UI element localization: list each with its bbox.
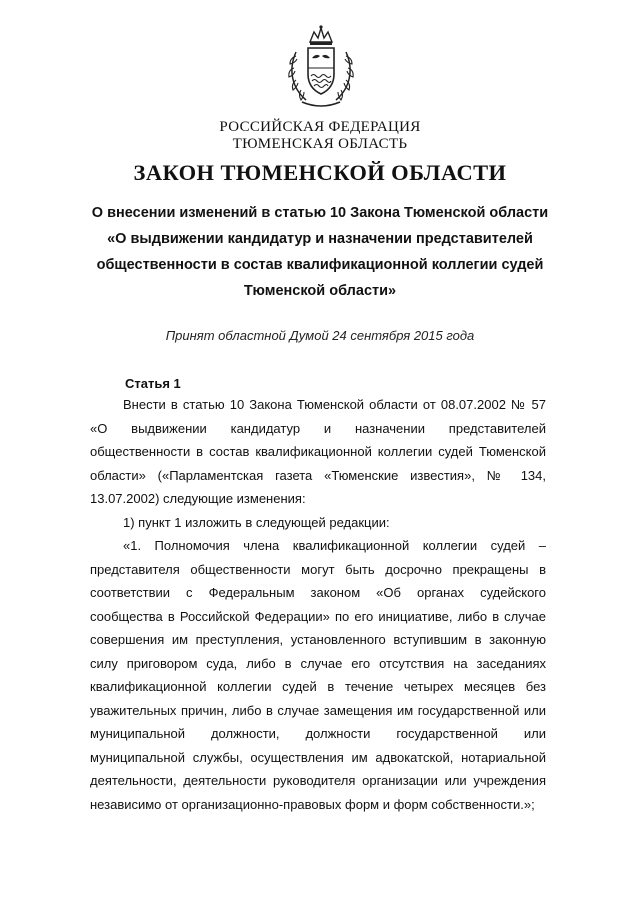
law-subject-line-4: Тюменской области» [243,283,397,299]
article-body [90,393,546,816]
article-item-1: 1) пункт 1 изложить в следующей редакции: [123,514,390,530]
law-subject-line-1: О внесении изменений в статью 10 Закона Тюменской области [91,205,549,221]
tyumen-coat-of-arms-icon [284,22,358,112]
article-heading: Статья 1 [125,376,181,391]
article-intro-paragraph: Внести в статью 10 Закона Тюменской области от 08.07.2002 № 57 «О выдвижении кандидатур и назначении представителей общественности в состав квалификационной коллегии судей Тюменской области» («Парламентская газета «Тюменские известия», № 134, 13.07.2002) следующие изменения: [90,397,546,506]
adoption-note: Принят областной Думой 24 сентября 2015 года [165,328,475,343]
law-subject-line-3: общественности в состав квалификационной коллегии судей [96,257,544,273]
country-name: РОССИЙСКАЯ ФЕДЕРАЦИЯ [219,119,421,135]
law-subject-line-2: «О выдвижении кандидатур и назначении представителей [107,231,533,247]
region-name: ТЮМЕНСКАЯ ОБЛАСТЬ [232,136,408,152]
article-quoted-text: «1. Полномочия члена квалификационной коллегии судей – представителя общественности могут быть досрочно прекращены в соответствии с Федеральным законом «Об органах судейского сообщества в Российской Федерации» по его инициативе, либо в случае совершения им преступления, установленного вступившим в законную силу приговором суда, либо в случае его отсутствия на заседаниях квалификационной коллегии судей в течение четырех месяцев без уважительных причин, либо в случае замещения им государственной или муниципальной должности, должности государственной или муниципальной службы, осуществления им адвокатской, нотариальной деятельности, деятельности руководителя организации или учреждения независимо от организационно-правовых форм и форм собственности.»; [90,538,546,812]
law-title: ЗАКОН ТЮМЕНСКОЙ ОБЛАСТИ [133,160,507,185]
